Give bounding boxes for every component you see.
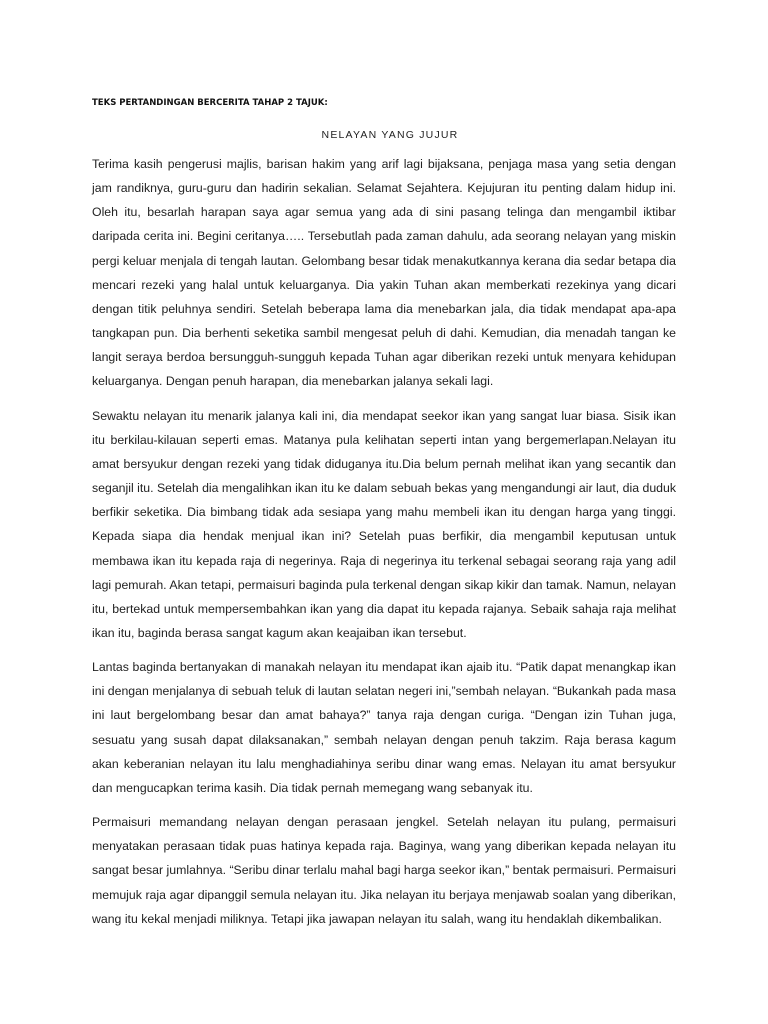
document-heading: TEKS PERTANDINGAN BERCERITA TAHAP 2 TAJUK: xyxy=(92,98,328,108)
paragraph-1: Terima kasih pengerusi majlis, barisan hakim yang arif lagi bijaksana, penjaga masa yang setia dengan jam randiknya, guru-guru dan hadirin sekalian. Selamat Sejahtera. Kejujuran itu penting dalam hidup ini. Oleh itu, besarlah harapan saya agar semua yang ada di sini pasang telinga dan mengambil iktibar daripada cerita ini. Begini ceritanya….. Tersebutlah pada zaman dahulu, ada seorang nelayan yang miskin pergi keluar menjala di tengah lautan. Gelombang besar tidak menakutkannya kerana dia sedar betapa dia mencari rezeki yang halal untuk keluarganya. Dia yakin Tuhan akan memberkati rezekinya yang dicari dengan titik peluhnya sendiri. Setelah beberapa lama dia menebarkan jala, dia tidak mendapat apa-apa tangkapan pun. Dia berhenti seketika sambil mengesat peluh di dahi. Kemudian, dia menadah tangan ke langit seraya berdoa bersungguh-sungguh kepada Tuhan agar diberikan rezeki untuk menyara kehidupan keluarganya. Dengan penuh harapan, dia menebarkan jalanya sekali lagi. xyxy=(92,157,676,389)
paragraph-4: Permaisuri memandang nelayan dengan perasaan jengkel. Setelah nelayan itu pulang, permaisuri menyatakan perasaan tidak puas hatinya kepada raja. Baginya, wang yang diberikan kepada nelayan itu sangat besar jumlahnya. “Seribu dinar terlalu mahal bagi harga seekor ikan,” bentak permaisuri. Permaisuri memujuk raja agar dipanggil semula nelayan itu. Jika nelayan itu berjaya menjawab soalan yang diberikan, wang itu kekal menjadi miliknya. Tetapi jika jawapan nelayan itu salah, wang itu hendaklah dikembalikan. xyxy=(92,815,676,926)
paragraph-3: Lantas baginda bertanyakan di manakah nelayan itu mendapat ikan ajaib itu. “Patik dapat menangkap ikan ini dengan menjalanya di sebuah teluk di lautan selatan negeri ini,”sembah nelayan. “Bukankah pada masa ini laut bergelombang besar dan amat bahaya?” tanya raja dengan curiga. “Dengan izin Tuhan juga, sesuatu yang susah dapat dilaksanakan,” sembah nelayan dengan penuh takzim. Raja berasa kagum akan keberanian nelayan itu lalu menghadiahinya seribu dinar wang emas. Nelayan itu amat bersyukur dan mengucapkan terima kasih. Dia tidak pernah memegang wang sebanyak itu. xyxy=(92,660,676,795)
story-title: NELAYAN YANG JUJUR xyxy=(321,129,459,141)
paragraph-2: Sewaktu nelayan itu menarik jalanya kali ini, dia mendapat seekor ikan yang sangat luar biasa. Sisik ikan itu berkilau-kilauan seperti emas. Matanya pula kelihatan seperti intan yang bergemerlapan.Nelayan itu amat bersyukur dengan rezeki yang tidak diduganya itu.Dia belum pernah melihat ikan yang secantik dan seganjil itu. Setelah dia mengalihkan ikan itu ke dalam sebuah bekas yang mengandungi air laut, dia duduk berfikir seketika. Dia bimbang tidak ada sesiapa yang mahu membeli ikan itu dengan harga yang tinggi. Kepada siapa dia hendak menjual ikan ini? Setelah puas berfikir, dia mengambil keputusan untuk membawa ikan itu kepada raja di negerinya. Raja di negerinya itu terkenal sebagai seorang raja yang adil lagi pemurah. Akan tetapi, permaisuri baginda pula terkenal dengan sikap kikir dan tamak. Namun, nelayan itu, bertekad untuk mempersembahkan ikan yang dia dapat itu kepada rajanya. Sebaik sahaja raja melihat ikan itu, baginda berasa sangat kagum akan keajaiban ikan tersebut. xyxy=(92,408,676,640)
